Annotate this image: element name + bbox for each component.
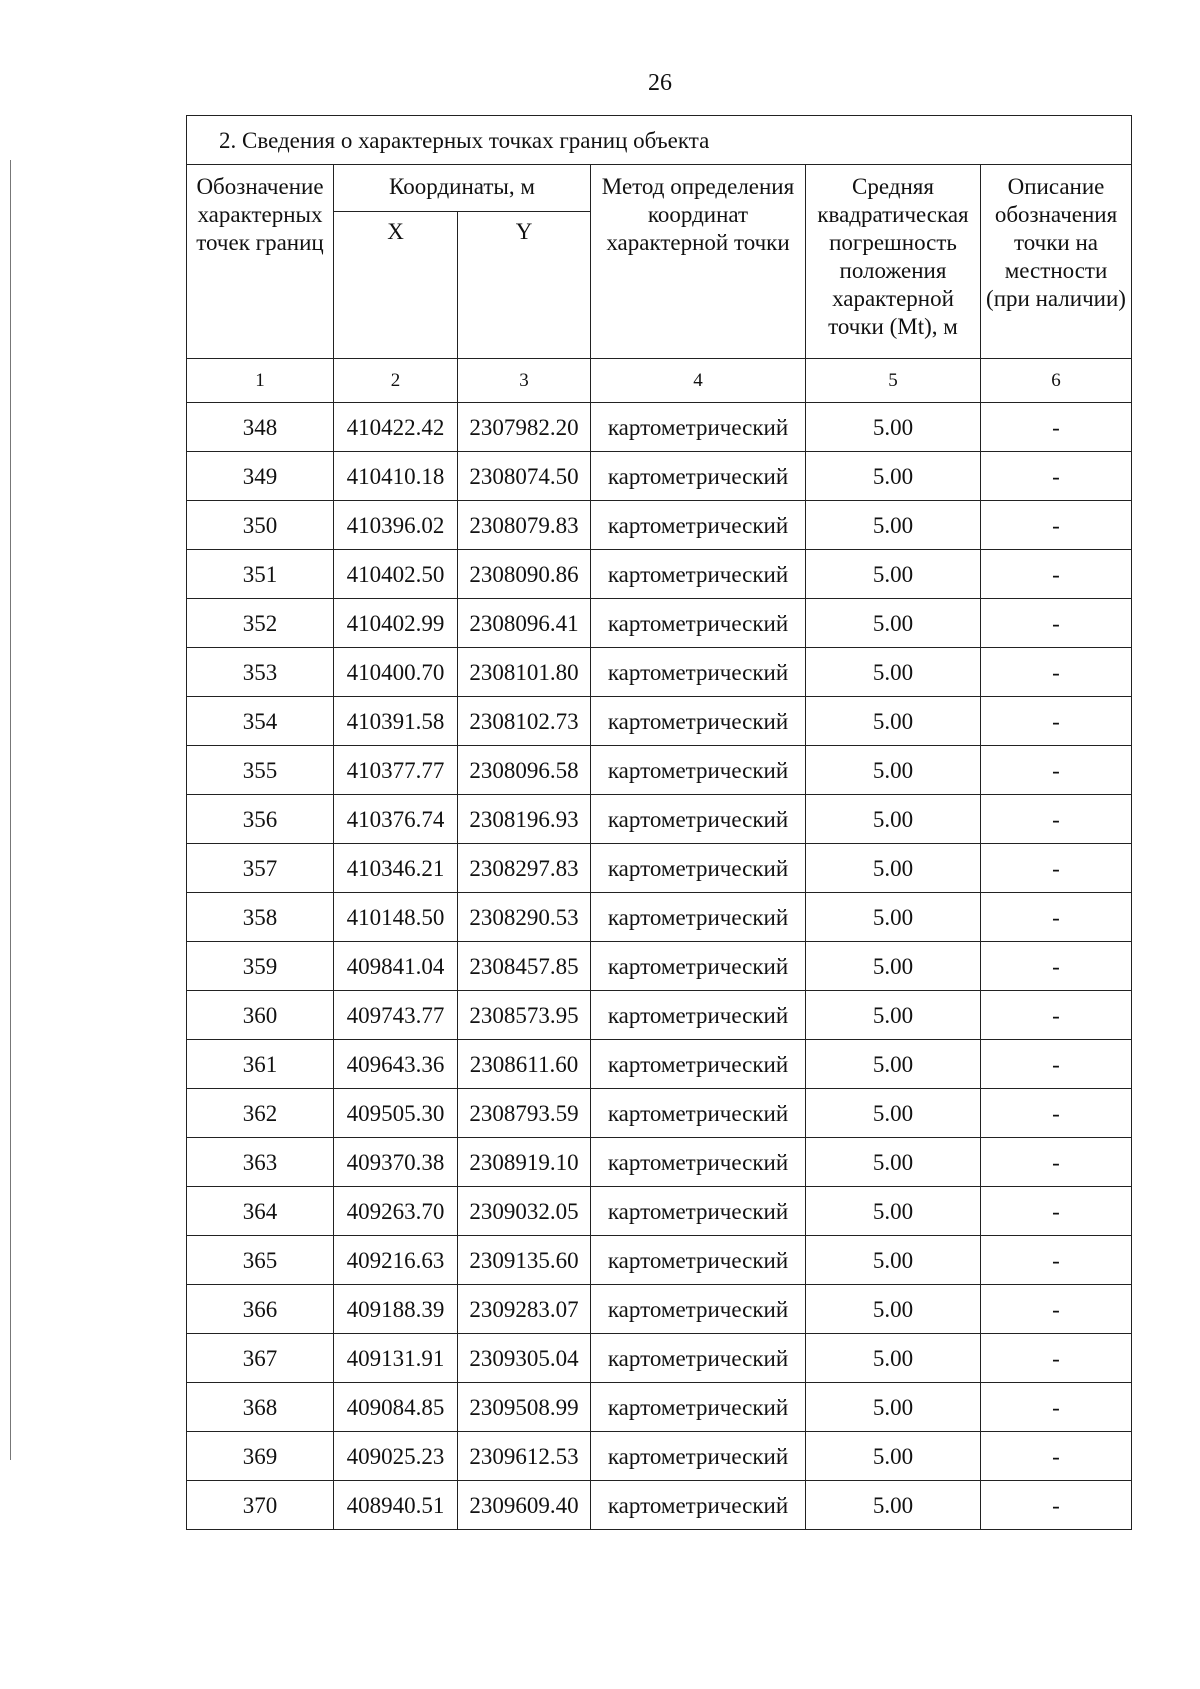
cell-x-coordinate: 409084.85 xyxy=(334,1383,458,1432)
cell-y-coordinate: 2309283.07 xyxy=(458,1285,591,1334)
cell-mean-error: 5.00 xyxy=(806,1432,981,1481)
cell-mean-error: 5.00 xyxy=(806,746,981,795)
cell-y-coordinate: 2308090.86 xyxy=(458,550,591,599)
column-number: 5 xyxy=(806,359,981,403)
cell-mean-error: 5.00 xyxy=(806,697,981,746)
cell-description: - xyxy=(981,1236,1132,1285)
cell-mean-error: 5.00 xyxy=(806,550,981,599)
cell-x-coordinate: 409370.38 xyxy=(334,1138,458,1187)
cell-method: картометрический xyxy=(591,1089,806,1138)
cell-method: картометрический xyxy=(591,1236,806,1285)
page-number: 26 xyxy=(648,70,672,96)
cell-mean-error: 5.00 xyxy=(806,1040,981,1089)
cell-point-id: 354 xyxy=(187,697,334,746)
cell-point-id: 369 xyxy=(187,1432,334,1481)
cell-y-coordinate: 2308297.83 xyxy=(458,844,591,893)
cell-method: картометрический xyxy=(591,1432,806,1481)
cell-description: - xyxy=(981,795,1132,844)
header-x: X xyxy=(334,212,458,359)
cell-x-coordinate: 410377.77 xyxy=(334,746,458,795)
column-number: 2 xyxy=(334,359,458,403)
cell-mean-error: 5.00 xyxy=(806,1089,981,1138)
column-numbers-row xyxy=(187,359,1132,403)
cell-method: картометрический xyxy=(591,1040,806,1089)
cell-point-id: 366 xyxy=(187,1285,334,1334)
cell-y-coordinate: 2309305.04 xyxy=(458,1334,591,1383)
cell-x-coordinate: 410346.21 xyxy=(334,844,458,893)
column-number: 1 xyxy=(187,359,334,403)
table-row xyxy=(187,1334,1132,1383)
cell-method: картометрический xyxy=(591,942,806,991)
cell-description: - xyxy=(981,844,1132,893)
table-row xyxy=(187,795,1132,844)
cell-mean-error: 5.00 xyxy=(806,452,981,501)
cell-description: - xyxy=(981,550,1132,599)
cell-method: картометрический xyxy=(591,697,806,746)
cell-point-id: 350 xyxy=(187,501,334,550)
cell-method: картометрический xyxy=(591,550,806,599)
table-row xyxy=(187,1187,1132,1236)
cell-mean-error: 5.00 xyxy=(806,1334,981,1383)
column-number: 4 xyxy=(591,359,806,403)
table-row xyxy=(187,942,1132,991)
cell-method: картометрический xyxy=(591,599,806,648)
table-row xyxy=(187,1432,1132,1481)
cell-y-coordinate: 2308079.83 xyxy=(458,501,591,550)
cell-y-coordinate: 2308573.95 xyxy=(458,991,591,1040)
cell-x-coordinate: 409131.91 xyxy=(334,1334,458,1383)
cell-x-coordinate: 409263.70 xyxy=(334,1187,458,1236)
cell-y-coordinate: 2308290.53 xyxy=(458,893,591,942)
cell-x-coordinate: 410400.70 xyxy=(334,648,458,697)
cell-y-coordinate: 2309508.99 xyxy=(458,1383,591,1432)
cell-mean-error: 5.00 xyxy=(806,893,981,942)
table-row xyxy=(187,1089,1132,1138)
cell-description: - xyxy=(981,648,1132,697)
table-row xyxy=(187,1285,1132,1334)
cell-description: - xyxy=(981,1383,1132,1432)
cell-x-coordinate: 409643.36 xyxy=(334,1040,458,1089)
cell-point-id: 365 xyxy=(187,1236,334,1285)
header-description: Описание обозначения точки на местности (при наличии) xyxy=(981,165,1132,359)
cell-x-coordinate: 410391.58 xyxy=(334,697,458,746)
cell-x-coordinate: 409743.77 xyxy=(334,991,458,1040)
cell-y-coordinate: 2307982.20 xyxy=(458,403,591,452)
cell-point-id: 352 xyxy=(187,599,334,648)
cell-method: картометрический xyxy=(591,1383,806,1432)
cell-description: - xyxy=(981,501,1132,550)
header-point-designation: Обозначение характерных точек границ xyxy=(187,165,334,359)
cell-point-id: 348 xyxy=(187,403,334,452)
cell-y-coordinate: 2309609.40 xyxy=(458,1481,591,1530)
cell-point-id: 357 xyxy=(187,844,334,893)
table-row xyxy=(187,1481,1132,1530)
cell-y-coordinate: 2309032.05 xyxy=(458,1187,591,1236)
table-row xyxy=(187,501,1132,550)
cell-point-id: 356 xyxy=(187,795,334,844)
cell-x-coordinate: 410396.02 xyxy=(334,501,458,550)
cell-mean-error: 5.00 xyxy=(806,1138,981,1187)
cell-method: картометрический xyxy=(591,1285,806,1334)
cell-method: картометрический xyxy=(591,746,806,795)
table-row xyxy=(187,452,1132,501)
table-row xyxy=(187,1138,1132,1187)
cell-description: - xyxy=(981,452,1132,501)
table-row xyxy=(187,697,1132,746)
cell-y-coordinate: 2308196.93 xyxy=(458,795,591,844)
cell-y-coordinate: 2308101.80 xyxy=(458,648,591,697)
cell-x-coordinate: 410148.50 xyxy=(334,893,458,942)
cell-point-id: 367 xyxy=(187,1334,334,1383)
table-row xyxy=(187,599,1132,648)
header-coordinates: Координаты, м xyxy=(334,165,591,212)
cell-description: - xyxy=(981,991,1132,1040)
cell-method: картометрический xyxy=(591,1481,806,1530)
cell-description: - xyxy=(981,1040,1132,1089)
header-mean-error: Средняя квадратическая погрешность положения характерной точки (Mt), м xyxy=(806,165,981,359)
cell-method: картометрический xyxy=(591,844,806,893)
cell-description: - xyxy=(981,1089,1132,1138)
cell-y-coordinate: 2308793.59 xyxy=(458,1089,591,1138)
cell-point-id: 360 xyxy=(187,991,334,1040)
cell-method: картометрический xyxy=(591,1187,806,1236)
cell-mean-error: 5.00 xyxy=(806,1236,981,1285)
cell-point-id: 349 xyxy=(187,452,334,501)
boundary-points-table xyxy=(186,115,1132,1530)
cell-point-id: 368 xyxy=(187,1383,334,1432)
cell-x-coordinate: 410422.42 xyxy=(334,403,458,452)
cell-mean-error: 5.00 xyxy=(806,648,981,697)
cell-mean-error: 5.00 xyxy=(806,599,981,648)
table-row xyxy=(187,1383,1132,1432)
cell-method: картометрический xyxy=(591,501,806,550)
cell-y-coordinate: 2309135.60 xyxy=(458,1236,591,1285)
cell-y-coordinate: 2308611.60 xyxy=(458,1040,591,1089)
cell-y-coordinate: 2309612.53 xyxy=(458,1432,591,1481)
header-method: Метод определения координат характерной точки xyxy=(591,165,806,359)
cell-description: - xyxy=(981,403,1132,452)
cell-x-coordinate: 409505.30 xyxy=(334,1089,458,1138)
table-row xyxy=(187,550,1132,599)
cell-method: картометрический xyxy=(591,991,806,1040)
table-row xyxy=(187,403,1132,452)
cell-mean-error: 5.00 xyxy=(806,991,981,1040)
cell-point-id: 358 xyxy=(187,893,334,942)
cell-mean-error: 5.00 xyxy=(806,844,981,893)
cell-mean-error: 5.00 xyxy=(806,1285,981,1334)
cell-mean-error: 5.00 xyxy=(806,795,981,844)
cell-point-id: 361 xyxy=(187,1040,334,1089)
cell-y-coordinate: 2308096.41 xyxy=(458,599,591,648)
cell-y-coordinate: 2308096.58 xyxy=(458,746,591,795)
cell-point-id: 359 xyxy=(187,942,334,991)
cell-description: - xyxy=(981,942,1132,991)
cell-point-id: 363 xyxy=(187,1138,334,1187)
cell-mean-error: 5.00 xyxy=(806,1187,981,1236)
cell-description: - xyxy=(981,1138,1132,1187)
cell-method: картометрический xyxy=(591,1334,806,1383)
cell-point-id: 370 xyxy=(187,1481,334,1530)
header-y: Y xyxy=(458,212,591,359)
cell-point-id: 351 xyxy=(187,550,334,599)
cell-method: картометрический xyxy=(591,1138,806,1187)
cell-x-coordinate: 409025.23 xyxy=(334,1432,458,1481)
table-row xyxy=(187,844,1132,893)
cell-y-coordinate: 2308919.10 xyxy=(458,1138,591,1187)
cell-x-coordinate: 410402.99 xyxy=(334,599,458,648)
cell-method: картометрический xyxy=(591,648,806,697)
cell-method: картометрический xyxy=(591,893,806,942)
cell-description: - xyxy=(981,1334,1132,1383)
cell-description: - xyxy=(981,697,1132,746)
cell-point-id: 353 xyxy=(187,648,334,697)
cell-mean-error: 5.00 xyxy=(806,501,981,550)
table-row xyxy=(187,1040,1132,1089)
cell-description: - xyxy=(981,1481,1132,1530)
cell-y-coordinate: 2308074.50 xyxy=(458,452,591,501)
column-number: 6 xyxy=(981,359,1132,403)
column-number: 3 xyxy=(458,359,591,403)
cell-point-id: 355 xyxy=(187,746,334,795)
cell-x-coordinate: 408940.51 xyxy=(334,1481,458,1530)
cell-description: - xyxy=(981,746,1132,795)
scan-edge-mark xyxy=(10,160,11,1460)
cell-x-coordinate: 410376.74 xyxy=(334,795,458,844)
section-title: 2. Сведения о характерных точках границ объекта xyxy=(187,116,1132,165)
table-row xyxy=(187,648,1132,697)
table-row xyxy=(187,1236,1132,1285)
cell-x-coordinate: 409841.04 xyxy=(334,942,458,991)
cell-mean-error: 5.00 xyxy=(806,1383,981,1432)
cell-x-coordinate: 409188.39 xyxy=(334,1285,458,1334)
cell-y-coordinate: 2308457.85 xyxy=(458,942,591,991)
cell-method: картометрический xyxy=(591,795,806,844)
cell-description: - xyxy=(981,599,1132,648)
cell-description: - xyxy=(981,1285,1132,1334)
table-row xyxy=(187,893,1132,942)
cell-mean-error: 5.00 xyxy=(806,942,981,991)
cell-x-coordinate: 410402.50 xyxy=(334,550,458,599)
cell-description: - xyxy=(981,1432,1132,1481)
table-row xyxy=(187,991,1132,1040)
cell-x-coordinate: 410410.18 xyxy=(334,452,458,501)
cell-method: картометрический xyxy=(591,452,806,501)
cell-method: картометрический xyxy=(591,403,806,452)
cell-description: - xyxy=(981,893,1132,942)
cell-mean-error: 5.00 xyxy=(806,1481,981,1530)
cell-description: - xyxy=(981,1187,1132,1236)
cell-x-coordinate: 409216.63 xyxy=(334,1236,458,1285)
table-row xyxy=(187,746,1132,795)
cell-point-id: 364 xyxy=(187,1187,334,1236)
cell-y-coordinate: 2308102.73 xyxy=(458,697,591,746)
cell-mean-error: 5.00 xyxy=(806,403,981,452)
cell-point-id: 362 xyxy=(187,1089,334,1138)
